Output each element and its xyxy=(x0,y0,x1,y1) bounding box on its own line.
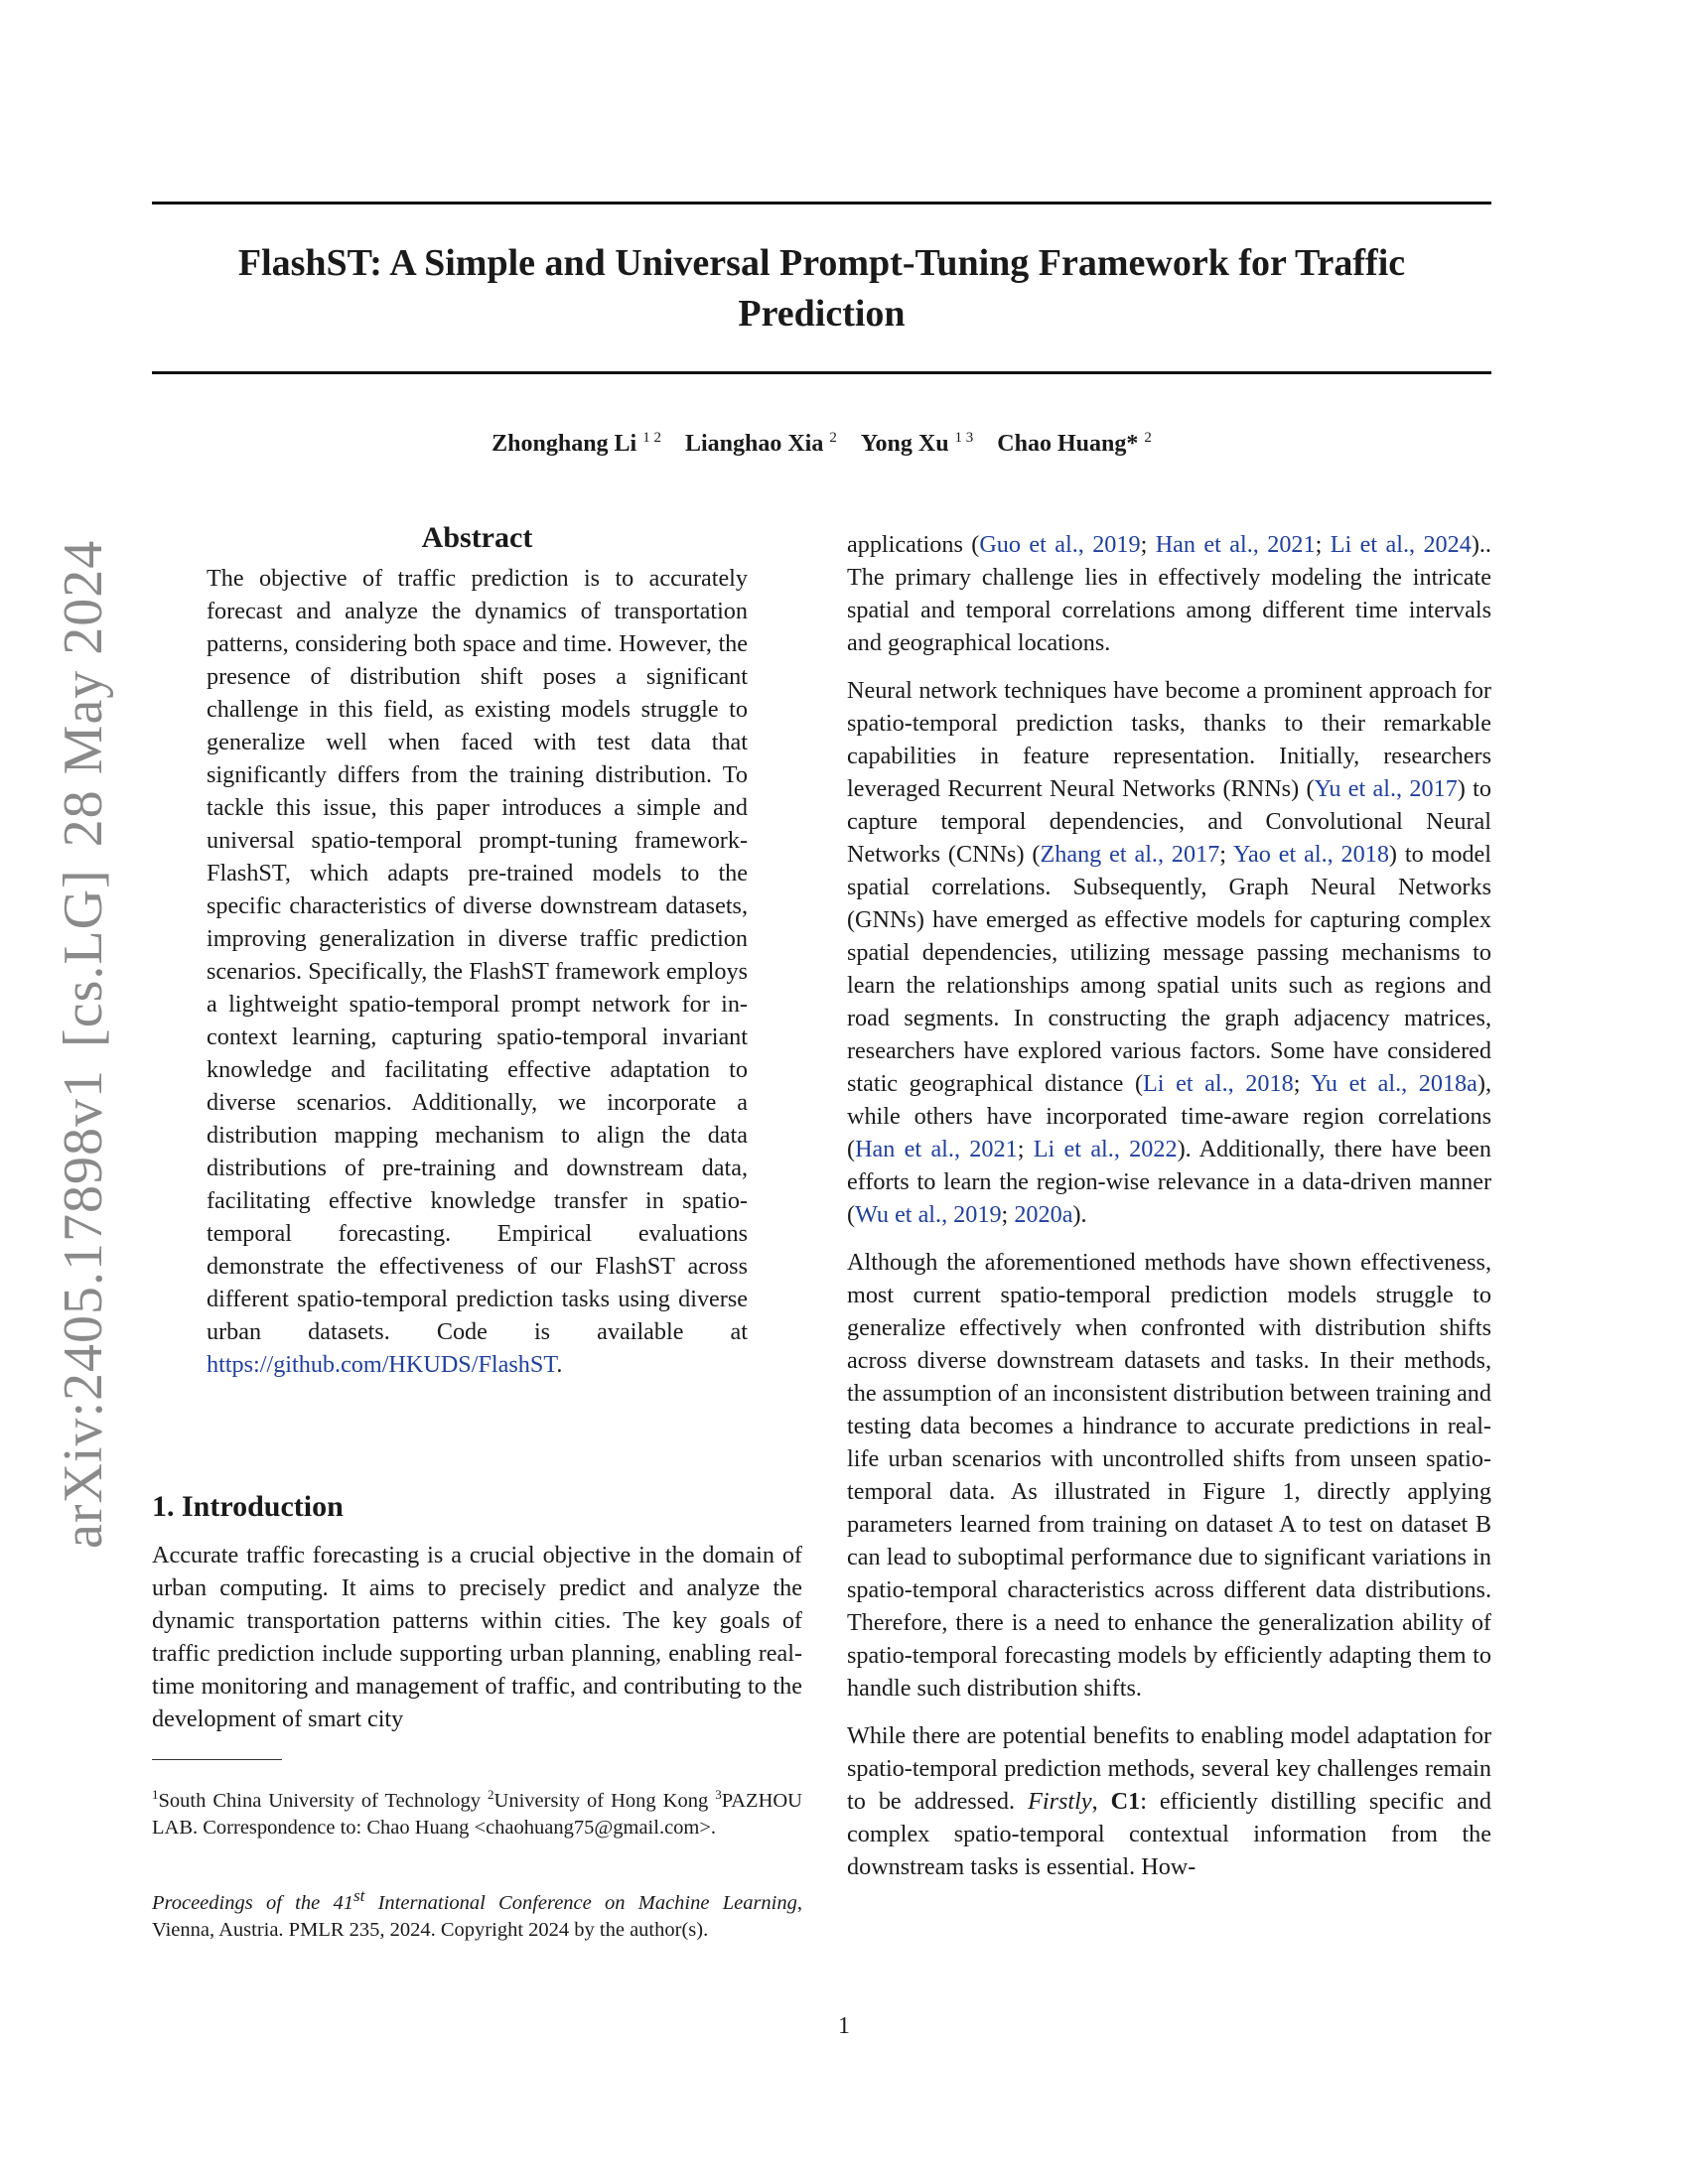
affiliations-footnote xyxy=(152,1781,802,1842)
footnote-marker: 3 xyxy=(715,1787,722,1802)
citation-link[interactable]: Li et al., 2022 xyxy=(1033,1136,1178,1162)
paragraph xyxy=(847,1719,1491,1883)
text-run: ).. The primary challenge lies in effectively modeling the intricate spatial and temporal correlations among different time intervals and geographical locations. xyxy=(847,531,1491,656)
text-run: ; xyxy=(1315,531,1331,558)
proceedings-text: Proceedings of the xyxy=(152,1891,334,1914)
citation-link[interactable]: Wu et al., 2019 xyxy=(855,1201,1002,1228)
citation-link[interactable]: Han et al., 2021 xyxy=(855,1136,1018,1162)
text-run: , xyxy=(1091,1788,1111,1815)
citation-link[interactable]: Han et al., 2021 xyxy=(1155,531,1316,558)
paragraph: Accurate traffic forecasting is a crucial objective in the domain of urban computing. It aims to precisely predict and analyze the dynamic transportation patterns within cities. The key goals of traffic prediction include supporting urban planning, enabling real-time monitoring and management of traffic, and contributing to the development of smart city xyxy=(152,1542,802,1732)
arxiv-id: arXiv:2405.17898v1 xyxy=(53,1068,114,1549)
author xyxy=(685,431,837,457)
code-link[interactable]: https://github.com/HKUDS/FlashST xyxy=(207,1351,557,1378)
introduction-section xyxy=(152,1489,802,1750)
abstract-text: The objective of traffic prediction is to accurately forecast and analyze the dynamics of transportation patterns, considering both space and time. However, the presence of distribution shift poses a significant challenge in this field, as existing models struggle to generalize well when faced with test data that significantly differs from the training distribution. To tackle this issue, this paper introduces a simple and universal spatio-temporal prompt-tuning framework-FlashST, which adapts pre-trained models to the specific characteristics of diverse downstream datasets, improving generalization in diverse traffic prediction scenarios. Specifically, the FlashST framework employs a lightweight spatio-temporal prompt network for in-context learning, capturing spatio-temporal invariant knowledge and facilitating effective adaptation to diverse scenarios. Additionally, we incorporate a distribution mapping mechanism to align the data distributions of pre-training and downstream data, facilitating effective knowledge transfer in spatio-temporal forecasting. Empirical evaluations demonstrate the effectiveness of our FlashST across different spatio-temporal prediction tasks using diverse urban datasets. Code is available at xyxy=(207,565,748,1345)
author xyxy=(492,431,661,457)
citation-link[interactable]: Yao et al., 2018 xyxy=(1233,841,1389,868)
citation-link[interactable]: Li et al., 2024 xyxy=(1330,531,1472,558)
text-run: Neural network techniques have become a prominent approach for spatio-temporal prediction tasks, thanks to their remarkable capabilities in feature representation. Initially, researchers leveraged Recurrent Neural Networks (RNNs) ( xyxy=(847,677,1491,802)
challenge-label: C1 xyxy=(1110,1788,1141,1815)
author-affiliation: 1 3 xyxy=(954,430,974,446)
author xyxy=(997,431,1152,457)
text-run: applications ( xyxy=(847,531,980,558)
affiliation-text: PAZHOU LAB. Correspondence to: Chao Huang <chaohuang75@gmail.com>. xyxy=(152,1789,802,1839)
author-name: Zhonghang Li xyxy=(492,431,637,457)
author-affiliation: 2 xyxy=(829,430,837,446)
author-name: Lianghao Xia xyxy=(684,431,824,457)
title-bottom-rule xyxy=(152,371,1491,374)
author xyxy=(861,431,973,457)
author-affiliation: 1 2 xyxy=(642,430,661,446)
section-heading: 1. Introduction xyxy=(152,1490,344,1523)
text-run: ; xyxy=(1017,1136,1034,1162)
abstract-heading: Abstract xyxy=(421,521,533,554)
text-run: ). xyxy=(1072,1201,1087,1228)
arxiv-date: 28 May 2024 xyxy=(53,539,114,848)
author-list xyxy=(152,430,1491,458)
page-number: 1 xyxy=(838,2013,850,2039)
citation-link[interactable]: Zhang et al., 2017 xyxy=(1040,841,1220,868)
arxiv-stamp xyxy=(52,540,115,1549)
emphasis: Firstly xyxy=(1028,1788,1092,1815)
text-run: ; xyxy=(1140,531,1156,558)
proceedings-text: , Vienna, Austria. PMLR 235, 2024. Copyright 2024 by the author(s). xyxy=(152,1891,802,1941)
citation-link[interactable]: Yu et al., 2018a xyxy=(1311,1070,1477,1097)
text-run: : efficiently distilling specific and complex spatio-temporal contextual information from the downstream tasks is essential. How- xyxy=(847,1788,1492,1880)
text-run: ), while others have incorporated time-aware region correlations ( xyxy=(847,1070,1491,1162)
author-name: Yong Xu xyxy=(860,431,949,457)
text-run: ; xyxy=(1219,841,1234,868)
citation-link[interactable]: Guo et al., 2019 xyxy=(979,531,1141,558)
proceedings-suffix: st xyxy=(352,1886,365,1905)
footnote-marker: 1 xyxy=(152,1787,159,1802)
paragraph xyxy=(847,528,1491,659)
text-run: ) to model spatial correlations. Subsequently, Graph Neural Networks (GNNs) have emerged as effective models for capturing complex spatial dependencies, utilizing message passing mechanisms to learn the relationships among spatial units such as regions and road segments. In constructing the graph adjacency matrices, researchers have explored various factors. Some have considered static geographical distance ( xyxy=(847,841,1492,1097)
footnote-marker: 2 xyxy=(488,1787,494,1802)
abstract-section xyxy=(207,520,748,1381)
affiliation-text: University of Hong Kong xyxy=(493,1789,716,1812)
proceedings-text: International Conference on Machine Learning xyxy=(364,1891,797,1914)
abstract-body xyxy=(207,562,748,1381)
paragraph: Although the aforementioned methods have shown effectiveness, most current spatio-temporal prediction models struggle to generalize effectively when confronted with distribution shifts across diverse downstream datasets and tasks. In their methods, the assumption of an inconsistent distribution between training and testing data becomes a hindrance to accurate predictions in real-life urban scenarios with uncontrolled shifts from unseen spatio-temporal data. As illustrated in Figure 1, directly applying parameters learned from training on dataset A to test on dataset B can lead to suboptimal performance due to significant variations in spatio-temporal characteristics across different data distributions. Therefore, there is a need to enhance the generalization ability of spatio-temporal forecasting models by efficiently adapting them to handle such distribution shifts. xyxy=(847,1249,1491,1702)
text-run: ; xyxy=(1293,1070,1312,1097)
author-affiliation: 2 xyxy=(1144,430,1152,446)
right-column xyxy=(847,528,1491,1898)
text-run: ; xyxy=(1001,1201,1015,1228)
top-rule xyxy=(152,202,1491,205)
affiliation-text: South China University of Technology xyxy=(158,1789,489,1812)
abstract-end: . xyxy=(556,1351,563,1378)
text-run: While there are potential benefits to enabling model adaptation for spatio-temporal prediction methods, several key challenges remain to be addressed. xyxy=(847,1722,1491,1815)
citation-link[interactable]: Yu et al., 2017 xyxy=(1314,775,1458,802)
text-run: ) to capture temporal dependencies, and Convolutional Neural Networks (CNNs) ( xyxy=(847,775,1491,868)
paragraph xyxy=(847,674,1491,1231)
footnote-rule xyxy=(152,1759,282,1760)
text-run: ). Additionally, there have been efforts to learn the region-wise relevance in a data-driven manner ( xyxy=(847,1136,1491,1228)
author-name: Chao Huang* xyxy=(997,431,1139,457)
proceedings-note xyxy=(152,1882,802,1944)
arxiv-category: [cs.LG] xyxy=(53,869,114,1047)
paper-title: FlashST: A Simple and Universal Prompt-Tuning Framework for Traffic Prediction xyxy=(237,242,1406,335)
proceedings-number: 41 xyxy=(333,1891,353,1914)
citation-link[interactable]: 2020a xyxy=(1014,1201,1073,1228)
citation-link[interactable]: Li et al., 2018 xyxy=(1143,1070,1294,1097)
